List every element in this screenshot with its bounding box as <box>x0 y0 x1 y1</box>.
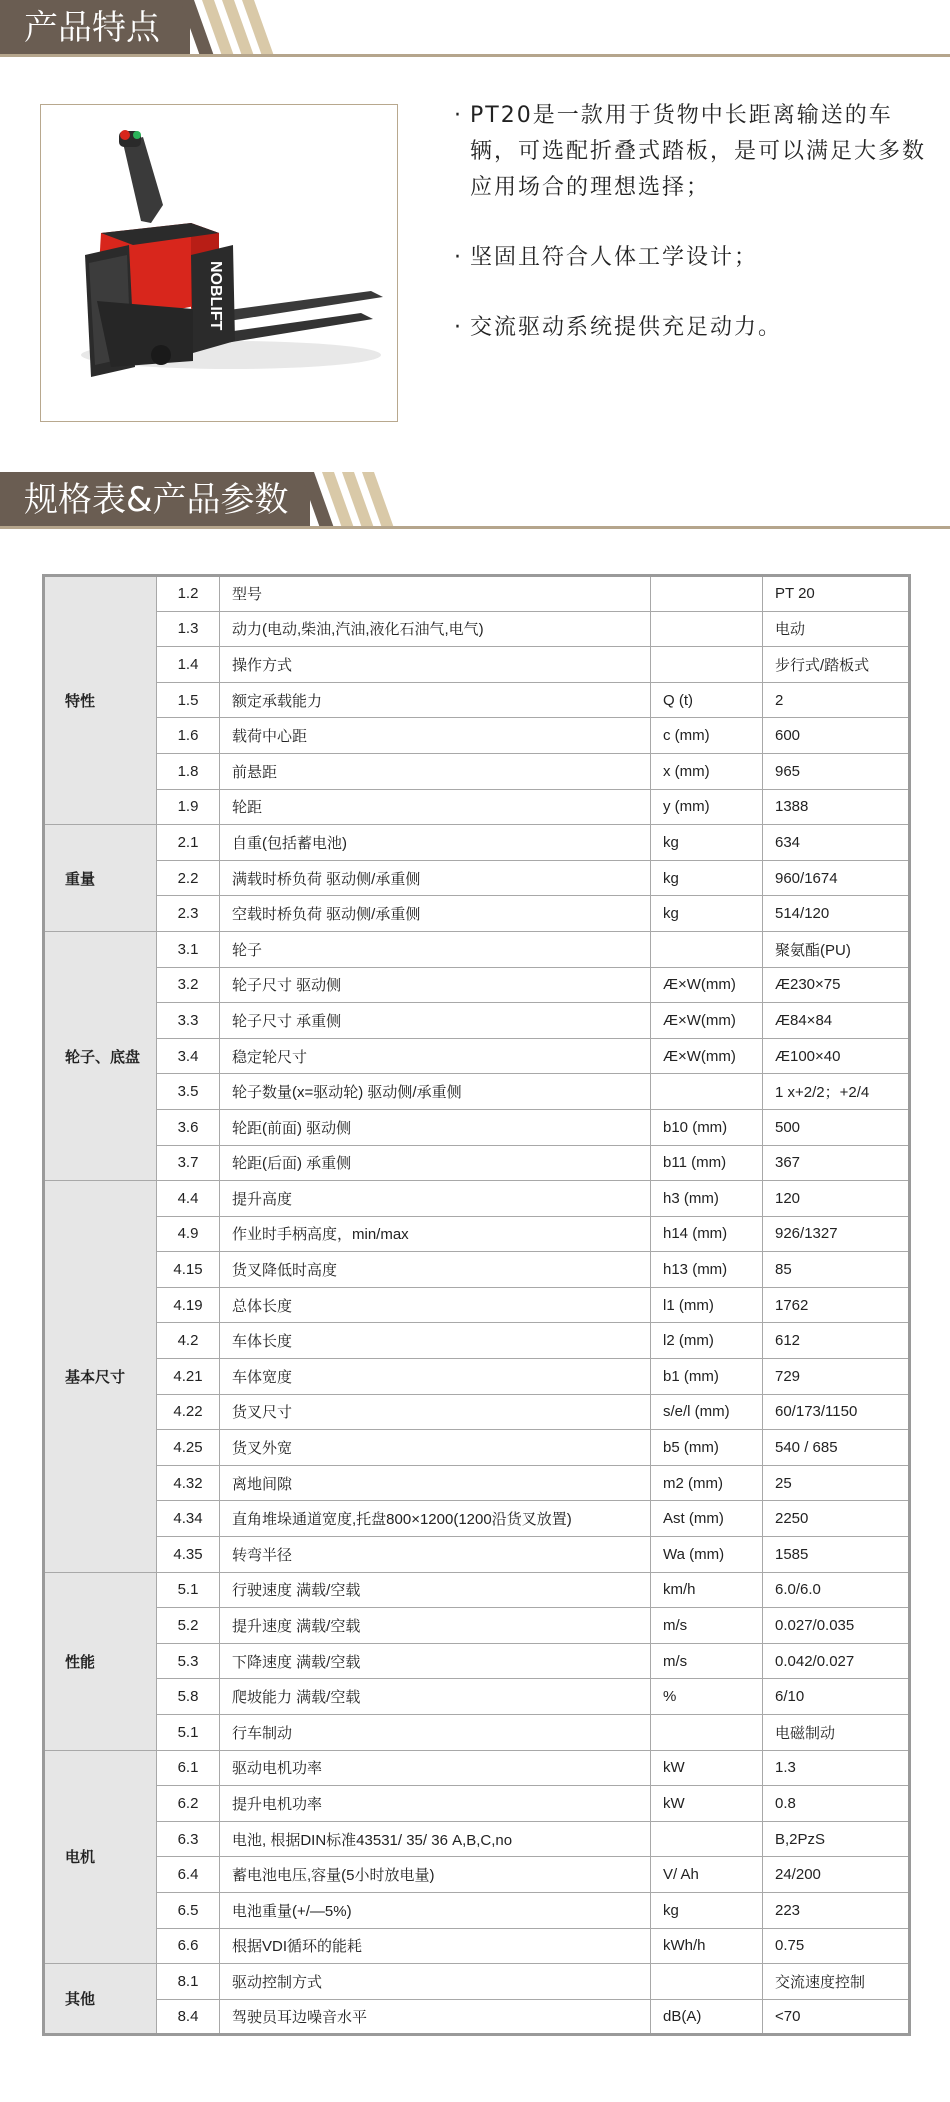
spec-code: 3.6 <box>157 1109 220 1145</box>
feature-item: · 交流驱动系统提供充足动力。 <box>454 315 783 340</box>
spec-item: 车体长度 <box>220 1323 651 1359</box>
spec-code: 1.4 <box>157 647 220 683</box>
spec-unit: kg <box>651 825 763 861</box>
feature-list <box>454 98 934 380</box>
spec-value: 960/1674 <box>763 860 910 896</box>
spec-code: 5.3 <box>157 1643 220 1679</box>
table-row <box>44 682 910 718</box>
spec-value: 367 <box>763 1145 910 1181</box>
spec-value: 600 <box>763 718 910 754</box>
table-row <box>44 1003 910 1039</box>
spec-code: 1.2 <box>157 576 220 612</box>
spec-unit: m/s <box>651 1643 763 1679</box>
spec-value: 85 <box>763 1252 910 1288</box>
section-rule <box>0 54 950 57</box>
spec-item: 自重(包括蓄电池) <box>220 825 651 861</box>
spec-item: 行驶速度 满载/空载 <box>220 1572 651 1608</box>
spec-value: 0.027/0.035 <box>763 1608 910 1644</box>
spec-code: 4.2 <box>157 1323 220 1359</box>
spec-item: 货叉降低时高度 <box>220 1252 651 1288</box>
product-image-frame <box>40 104 398 422</box>
section-rule <box>0 526 950 529</box>
features-section-header <box>0 0 950 64</box>
spec-code: 6.5 <box>157 1892 220 1928</box>
spec-value: Æ100×40 <box>763 1038 910 1074</box>
spec-group-label: 基本尺寸 <box>44 1181 157 1573</box>
table-row <box>44 1999 910 2035</box>
spec-code: 6.3 <box>157 1821 220 1857</box>
spec-value: 540 / 685 <box>763 1430 910 1466</box>
spec-value: 612 <box>763 1323 910 1359</box>
spec-item: 满载时桥负荷 驱动侧/承重侧 <box>220 860 651 896</box>
spec-value: 1762 <box>763 1287 910 1323</box>
spec-unit: Æ×W(mm) <box>651 967 763 1003</box>
spec-section-header <box>0 472 950 536</box>
spec-unit: b5 (mm) <box>651 1430 763 1466</box>
spec-value: 电磁制动 <box>763 1715 910 1751</box>
spec-value: 60/173/1150 <box>763 1394 910 1430</box>
spec-value: 电动 <box>763 611 910 647</box>
spec-group-label: 电机 <box>44 1750 157 1964</box>
table-row <box>44 1074 910 1110</box>
header-stripes-decoration <box>300 472 400 528</box>
feature-item: · 坚固且符合人体工学设计； <box>454 245 759 270</box>
spec-item: 轮距 <box>220 789 651 825</box>
spec-unit: kW <box>651 1786 763 1822</box>
spec-unit: Ast (mm) <box>651 1501 763 1537</box>
spec-value: B,2PzS <box>763 1821 910 1857</box>
spec-item: 离地间隙 <box>220 1465 651 1501</box>
spec-item: 动力(电动,柴油,汽油,液化石油气,电气) <box>220 611 651 647</box>
spec-item: 型号 <box>220 576 651 612</box>
table-row <box>44 718 910 754</box>
spec-unit <box>651 1715 763 1751</box>
spec-unit <box>651 576 763 612</box>
spec-value: 6/10 <box>763 1679 910 1715</box>
table-row <box>44 1287 910 1323</box>
spec-unit: m2 (mm) <box>651 1465 763 1501</box>
spec-value: 2250 <box>763 1501 910 1537</box>
table-row <box>44 1323 910 1359</box>
spec-code: 1.3 <box>157 611 220 647</box>
table-row <box>44 1359 910 1395</box>
spec-item: 空载时桥负荷 驱动侧/承重侧 <box>220 896 651 932</box>
spec-item: 轮子 <box>220 931 651 967</box>
spec-value: Æ230×75 <box>763 967 910 1003</box>
spec-code: 1.9 <box>157 789 220 825</box>
spec-code: 6.1 <box>157 1750 220 1786</box>
spec-unit: Æ×W(mm) <box>651 1038 763 1074</box>
spec-unit: % <box>651 1679 763 1715</box>
spec-unit: y (mm) <box>651 789 763 825</box>
spec-unit <box>651 931 763 967</box>
table-row <box>44 1430 910 1466</box>
spec-value: 6.0/6.0 <box>763 1572 910 1608</box>
spec-item: 根据VDI循环的能耗 <box>220 1928 651 1964</box>
spec-unit: kg <box>651 896 763 932</box>
spec-unit: x (mm) <box>651 753 763 789</box>
brand-logo-text: NOBLIFT <box>207 261 224 331</box>
spec-item: 爬坡能力 满载/空载 <box>220 1679 651 1715</box>
spec-item: 转弯半径 <box>220 1537 651 1573</box>
spec-item: 操作方式 <box>220 647 651 683</box>
spec-item: 车体宽度 <box>220 1359 651 1395</box>
spec-value: 0.8 <box>763 1786 910 1822</box>
spec-value: 0.75 <box>763 1928 910 1964</box>
table-row <box>44 1109 910 1145</box>
spec-unit: h13 (mm) <box>651 1252 763 1288</box>
spec-unit <box>651 1074 763 1110</box>
spec-value: 2 <box>763 682 910 718</box>
table-row <box>44 1750 910 1786</box>
features-section-title: 产品特点 <box>0 0 190 56</box>
spec-item: 轮距(后面) 承重侧 <box>220 1145 651 1181</box>
spec-code: 1.6 <box>157 718 220 754</box>
spec-code: 3.2 <box>157 967 220 1003</box>
spec-item: 提升速度 满载/空载 <box>220 1608 651 1644</box>
spec-item: 驾驶员耳边噪音水平 <box>220 1999 651 2035</box>
spec-item: 提升高度 <box>220 1181 651 1217</box>
table-row <box>44 896 910 932</box>
spec-item: 前悬距 <box>220 753 651 789</box>
spec-code: 6.4 <box>157 1857 220 1893</box>
spec-code: 5.1 <box>157 1715 220 1751</box>
spec-code: 2.2 <box>157 860 220 896</box>
spec-code: 4.21 <box>157 1359 220 1395</box>
spec-unit: b10 (mm) <box>651 1109 763 1145</box>
spec-code: 5.1 <box>157 1572 220 1608</box>
spec-value: 交流速度控制 <box>763 1964 910 2000</box>
spec-code: 4.35 <box>157 1537 220 1573</box>
spec-unit: kg <box>651 860 763 896</box>
spec-item: 总体长度 <box>220 1287 651 1323</box>
spec-item: 提升电机功率 <box>220 1786 651 1822</box>
spec-item: 电池, 根据DIN标准43531/ 35/ 36 A,B,C,no <box>220 1821 651 1857</box>
spec-code: 8.4 <box>157 1999 220 2035</box>
spec-value: 24/200 <box>763 1857 910 1893</box>
spec-value: 1388 <box>763 789 910 825</box>
spec-unit <box>651 611 763 647</box>
spec-group-label: 其他 <box>44 1964 157 2035</box>
table-row <box>44 1608 910 1644</box>
table-row <box>44 789 910 825</box>
spec-unit <box>651 1964 763 2000</box>
spec-unit: c (mm) <box>651 718 763 754</box>
table-row <box>44 967 910 1003</box>
spec-value: 634 <box>763 825 910 861</box>
spec-code: 5.8 <box>157 1679 220 1715</box>
table-row <box>44 1181 910 1217</box>
spec-unit: l2 (mm) <box>651 1323 763 1359</box>
spec-code: 4.22 <box>157 1394 220 1430</box>
table-row <box>44 1465 910 1501</box>
table-row <box>44 1216 910 1252</box>
spec-code: 2.1 <box>157 825 220 861</box>
spec-item: 轮子数量(x=驱动轮) 驱动侧/承重侧 <box>220 1074 651 1110</box>
spec-unit <box>651 1821 763 1857</box>
spec-value: 500 <box>763 1109 910 1145</box>
spec-unit: Æ×W(mm) <box>651 1003 763 1039</box>
spec-group-label: 重量 <box>44 825 157 932</box>
spec-code: 6.6 <box>157 1928 220 1964</box>
table-row <box>44 753 910 789</box>
spec-section-title: 规格表&产品参数 <box>0 472 310 528</box>
spec-code: 4.4 <box>157 1181 220 1217</box>
spec-item: 货叉尺寸 <box>220 1394 651 1430</box>
spec-item: 驱动电机功率 <box>220 1750 651 1786</box>
spec-code: 4.19 <box>157 1287 220 1323</box>
spec-value: PT 20 <box>763 576 910 612</box>
spec-unit: m/s <box>651 1608 763 1644</box>
spec-code: 3.7 <box>157 1145 220 1181</box>
spec-code: 4.9 <box>157 1216 220 1252</box>
table-row <box>44 860 910 896</box>
table-row <box>44 1643 910 1679</box>
spec-item: 下降速度 满载/空载 <box>220 1643 651 1679</box>
spec-item: 轮子尺寸 承重侧 <box>220 1003 651 1039</box>
table-row <box>44 1252 910 1288</box>
spec-value: 223 <box>763 1892 910 1928</box>
spec-item: 直角堆垛通道宽度,托盘800×1200(1200沿货叉放置) <box>220 1501 651 1537</box>
spec-value: 729 <box>763 1359 910 1395</box>
spec-code: 6.2 <box>157 1786 220 1822</box>
spec-unit: dB(A) <box>651 1999 763 2035</box>
spec-item: 载荷中心距 <box>220 718 651 754</box>
spec-value: 25 <box>763 1465 910 1501</box>
spec-item: 蓄电池电压,容量(5小时放电量) <box>220 1857 651 1893</box>
spec-code: 4.34 <box>157 1501 220 1537</box>
spec-unit: Q (t) <box>651 682 763 718</box>
spec-unit <box>651 647 763 683</box>
spec-unit: s/e/l (mm) <box>651 1394 763 1430</box>
spec-value: 1.3 <box>763 1750 910 1786</box>
spec-unit: Wa (mm) <box>651 1537 763 1573</box>
spec-code: 8.1 <box>157 1964 220 2000</box>
spec-item: 作业时手柄高度，min/max <box>220 1216 651 1252</box>
spec-code: 3.4 <box>157 1038 220 1074</box>
spec-unit: h14 (mm) <box>651 1216 763 1252</box>
spec-code: 1.5 <box>157 682 220 718</box>
spec-group-label: 轮子、底盘 <box>44 931 157 1180</box>
spec-value: Æ84×84 <box>763 1003 910 1039</box>
spec-item: 额定承载能力 <box>220 682 651 718</box>
spec-table-wrapper <box>42 574 908 2036</box>
table-row <box>44 1145 910 1181</box>
table-row <box>44 611 910 647</box>
spec-value: 120 <box>763 1181 910 1217</box>
spec-value: 1 x+2/2；+2/4 <box>763 1074 910 1110</box>
spec-code: 4.15 <box>157 1252 220 1288</box>
spec-unit: kg <box>651 1892 763 1928</box>
table-row <box>44 1679 910 1715</box>
spec-value: 步行式/踏板式 <box>763 647 910 683</box>
feature-item: · PT20是一款用于货物中长距离输送的车辆，可选配折叠式踏板，是可以满足大多数应用场合的理想选择； <box>454 103 927 200</box>
spec-item: 行车制动 <box>220 1715 651 1751</box>
table-row <box>44 1394 910 1430</box>
spec-item: 电池重量(+/—5%) <box>220 1892 651 1928</box>
spec-code: 1.8 <box>157 753 220 789</box>
spec-unit: l1 (mm) <box>651 1287 763 1323</box>
spec-code: 2.3 <box>157 896 220 932</box>
spec-value: 0.042/0.027 <box>763 1643 910 1679</box>
table-row <box>44 576 910 612</box>
spec-table <box>42 574 911 2036</box>
spec-value: 514/120 <box>763 896 910 932</box>
spec-unit: kWh/h <box>651 1928 763 1964</box>
spec-unit: h3 (mm) <box>651 1181 763 1217</box>
table-row <box>44 1857 910 1893</box>
table-row <box>44 1964 910 2000</box>
spec-code: 3.5 <box>157 1074 220 1110</box>
spec-code: 3.1 <box>157 931 220 967</box>
spec-item: 货叉外宽 <box>220 1430 651 1466</box>
table-row <box>44 1038 910 1074</box>
spec-value: 965 <box>763 753 910 789</box>
table-row <box>44 1892 910 1928</box>
spec-item: 驱动控制方式 <box>220 1964 651 2000</box>
table-row <box>44 1928 910 1964</box>
table-row <box>44 825 910 861</box>
table-row <box>44 931 910 967</box>
spec-item: 轮距(前面) 驱动侧 <box>220 1109 651 1145</box>
spec-unit: V/ Ah <box>651 1857 763 1893</box>
table-row <box>44 1786 910 1822</box>
spec-unit: km/h <box>651 1572 763 1608</box>
spec-item: 稳定轮尺寸 <box>220 1038 651 1074</box>
spec-group-label: 性能 <box>44 1572 157 1750</box>
spec-value: <70 <box>763 1999 910 2035</box>
spec-unit: kW <box>651 1750 763 1786</box>
spec-group-label: 特性 <box>44 576 157 825</box>
spec-unit: b1 (mm) <box>651 1359 763 1395</box>
table-row <box>44 1572 910 1608</box>
table-row <box>44 1537 910 1573</box>
table-row <box>44 1501 910 1537</box>
table-row <box>44 647 910 683</box>
spec-code: 3.3 <box>157 1003 220 1039</box>
pallet-truck-illustration <box>41 105 397 421</box>
table-row <box>44 1821 910 1857</box>
spec-code: 4.25 <box>157 1430 220 1466</box>
spec-code: 5.2 <box>157 1608 220 1644</box>
spec-value: 1585 <box>763 1537 910 1573</box>
spec-value: 926/1327 <box>763 1216 910 1252</box>
spec-unit: b11 (mm) <box>651 1145 763 1181</box>
spec-value: 聚氨酯(PU) <box>763 931 910 967</box>
table-row <box>44 1715 910 1751</box>
spec-code: 4.32 <box>157 1465 220 1501</box>
spec-item: 轮子尺寸 驱动侧 <box>220 967 651 1003</box>
header-stripes-decoration <box>180 0 280 56</box>
